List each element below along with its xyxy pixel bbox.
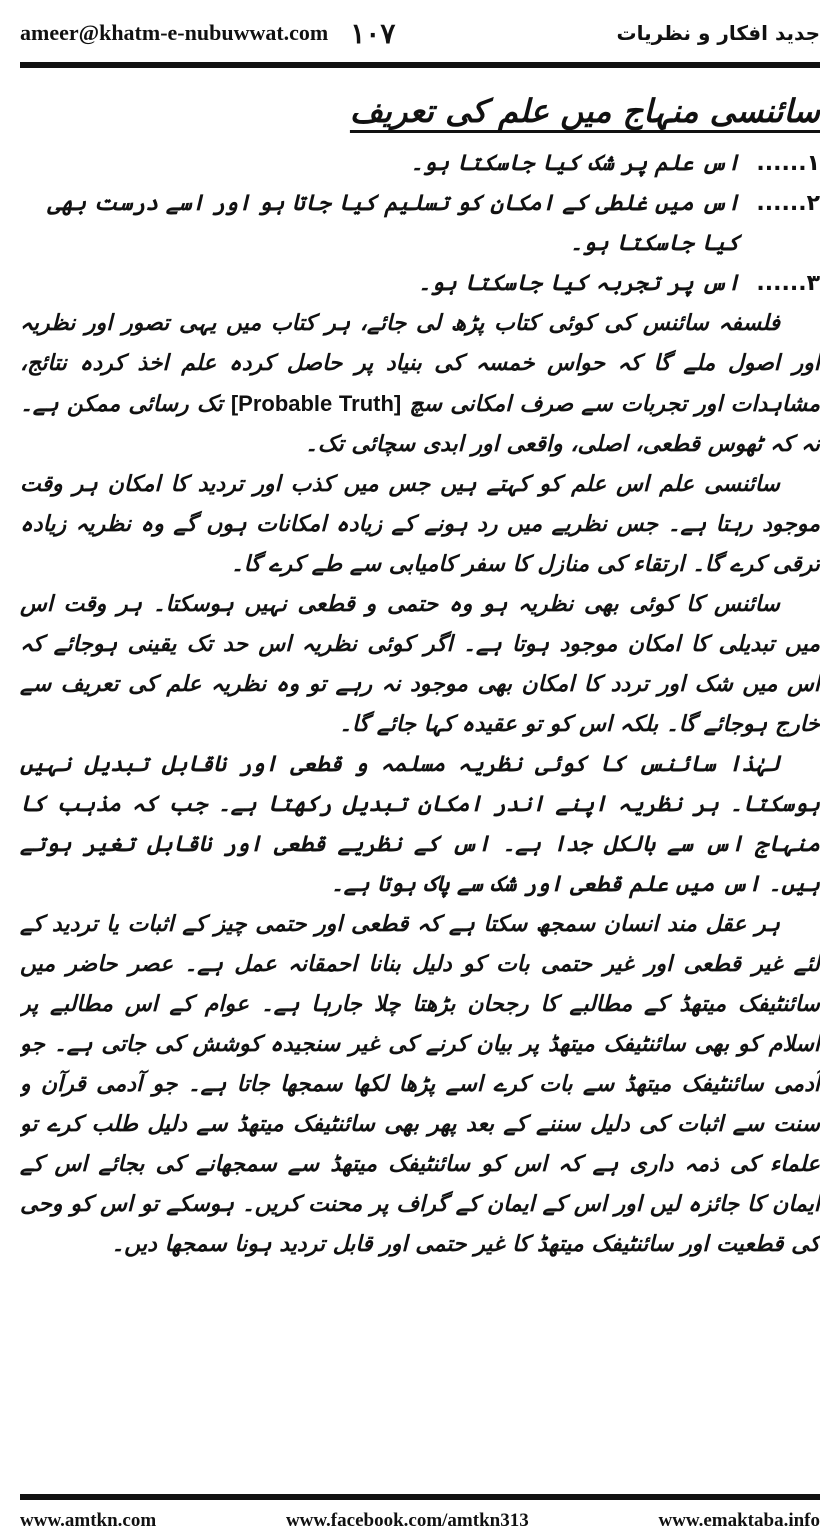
list-number: ۱...... xyxy=(756,151,820,176)
footer-link-center[interactable]: www.facebook.com/amtkn313 xyxy=(285,1510,529,1531)
paragraph-text: تک رسائی ممکن ہے۔ نہ کہ ٹھوس قطعی، اصلی، واقعی اور ابدی سچائی تک۔ xyxy=(20,392,820,457)
paragraph-text: سائنسی علم اس علم کو کہتے ہیں جس میں کذب اور تردید کا امکان ہر وقت موجود رہتا ہے۔ جس نظریے میں رد ہونے کے زیادہ امکانات ہوں گے وہ نظریہ زیادہ ترقی کرے گا۔ ارتقاء کی منازل کا سفر کامیابی سے طے کرے گا۔ xyxy=(20,472,820,577)
list-text: اس پر تجربہ کیا جاسکتا ہو۔ xyxy=(418,271,740,296)
paragraph xyxy=(20,304,820,465)
paragraph xyxy=(20,905,820,1265)
list-number: ۳...... xyxy=(756,271,820,296)
page-number: ۱۰۷ xyxy=(350,16,396,50)
paragraph-text: سائنس کا کوئی بھی نظریہ ہو وہ حتمی و قطعی نہیں ہوسکتا۔ ہر وقت اس میں تبدیلی کا امکان موجود ہوتا ہے۔ اگر کوئی نظریہ اس حد تک یقینی ہوجائے کہ اس میں شک اور تردد کا امکان بھی موجود نہ رہے تو وہ نظریہ علم کی تعریف سے خارج ہوجائے گا۔ بلکہ اس کو تو عقیدہ کہا جائے گا۔ xyxy=(20,592,820,737)
footer-rule xyxy=(20,1494,820,1500)
header-rule xyxy=(20,62,820,68)
list-item xyxy=(20,264,820,304)
paragraph-text: فلسفہ سائنس کی کوئی کتاب پڑھ لی جائے، ہر کتاب میں یہی تصور اور نظریہ اور اصول ملے گا کہ حواس خمسہ کی بنیاد پر حاصل کردہ علم اخذ کردہ نتائج، مشاہدات اور تجربات سے صرف امکانی سچ xyxy=(20,311,820,417)
page-header xyxy=(20,12,820,54)
english-term: [Probable Truth] xyxy=(230,391,402,416)
paragraph-text: ہر عقل مند انسان سمجھ سکتا ہے کہ قطعی اور حتمی چیز کے اثبات یا تردید کے لئے غیر قطعی اور غیر حتمی بات کو دلیل بنانا احمقانہ عمل ہے۔ عصر حاضر میں سائنٹیفک میتھڈ کے مطالبے کا رجحان بڑھتا چلا جارہا ہے۔ عوام کے اس مطالبے پر اسلام کو بھی سائنٹیفک میتھڈ پر بیان کرنے کی غیر سنجیدہ کوشش کی جاتی ہے۔ جو آدمی سائنٹیفک میتھڈ سے بات کرے اسے پڑھا لکھا سمجھا جاتا ہے۔ جو آدمی قرآن و سنت سے اثبات کی دلیل سننے کے بعد پھر بھی سائنٹیفک میتھڈ سے دلیل طلب کرے تو علماء کی ذمہ داری ہے کہ اس کو سائنٹیفک میتھڈ سے سمجھانے کی بجائے اس کے ایمان کا جائزہ لیں اور اس کے ایمان کے گراف پر محنت کریں۔ ہوسکے تو اس کو وحی کی قطعیت اور سائنٹیفک میتھڈ کا غیر حتمی اور قابل تردید ہونا سمجھا دیں۔ xyxy=(20,912,820,1257)
list-text: اس میں غلطی کے امکان کو تسلیم کیا جاتا ہو اور اسے درست بھی کیا جاسکتا ہو۔ xyxy=(47,191,740,256)
paragraph-text: لہٰذا سائنس کا کوئی نظریہ مسلمہ و قطعی اور ناقابل تبدیل نہیں ہوسکتا۔ ہر نظریہ اپنے اندر امکان تبدیل رکھتا ہے۔ جب کہ مذہب کا منہاج اس سے بالکل جدا ہے۔ اس کے نظریے قطعی اور ناقابل تغیر ہوتے ہیں۔ اس میں علم قطعی اور شک سے پاک ہوتا ہے۔ xyxy=(20,752,820,897)
header-email: ameer@khatm-e-nubuwwat.com xyxy=(20,20,329,45)
list-text: اس علم پر شک کیا جاسکتا ہو۔ xyxy=(410,151,740,176)
page-content xyxy=(20,82,820,1488)
list-number: ۲...... xyxy=(756,191,820,216)
paragraph xyxy=(20,465,820,585)
paragraph xyxy=(20,745,820,905)
footer-link-right[interactable]: www.emaktaba.info xyxy=(658,1510,820,1531)
list-item xyxy=(20,144,820,184)
page-footer xyxy=(20,1508,820,1534)
paragraph xyxy=(20,585,820,745)
header-left xyxy=(20,17,395,50)
footer-link-left[interactable]: www.amtkn.com xyxy=(20,1510,157,1531)
section-heading: سائنسی منہاج میں علم کی تعریف xyxy=(349,92,820,130)
list-item xyxy=(20,184,820,264)
book-title: جدید افکار و نظریات xyxy=(616,21,820,45)
